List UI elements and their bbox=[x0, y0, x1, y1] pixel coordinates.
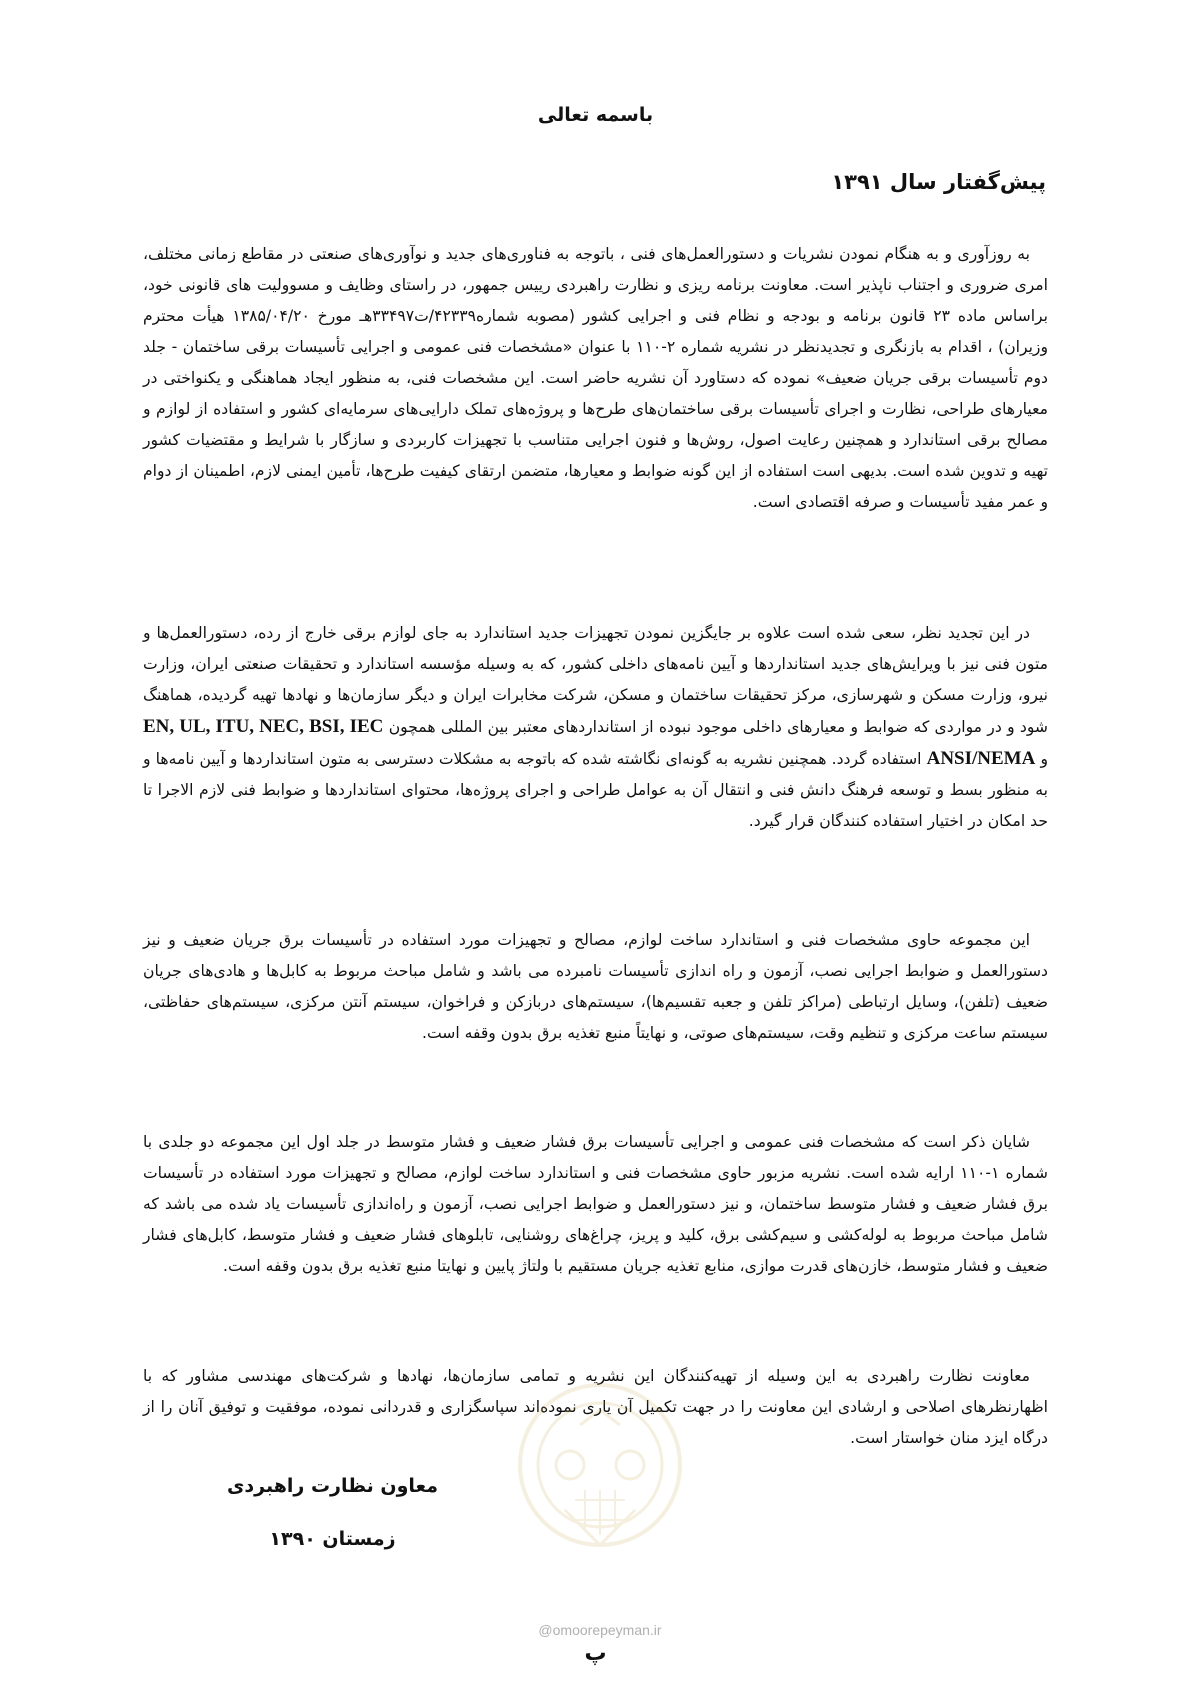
paragraph-text: شایان ذکر است که مشخصات فنی عمومی و اجرایی تأسیسات برق فشار ضعیف و فشار متوسط در جلد اول این مجموعه دو جلدی با شماره ۱-۱۱۰ ارایه شده است. نشریه مزبور حاوی مشخصات فنی و استاندارد ساخت لوازم، مصالح و تجهیزات مورد استفاده در تأسیسات برق فشار ضعیف و فشار متوسط ساختمان، و نیز دستورالعمل و ضوابط اجرایی نصب، آزمون و راه‌اندازی تأسیسات یاد شده می باشد که شامل مباحث مربوط به لوله‌کشی و سیم‌کشی برق، کلید و پریز، چراغ‌های روشنایی، تابلوهای فشار ضعیف و فشار متوسط، کابل‌های فشار ضعیف و فشار متوسط، خازن‌های قدرت موازی، منابع تغذیه جریان مستقیم با ولتاژ پایین و نهایتا منبع تغذیه برق بدون وقفه است. bbox=[143, 1133, 1048, 1275]
basmala-heading: باسمه تعالی bbox=[537, 104, 654, 126]
paragraph-contents bbox=[143, 925, 1048, 1049]
preface-title: پیش‌گفتار سال ۱۳۹۱ bbox=[831, 170, 1046, 194]
paragraph-text-part: استفاده گردد. همچنین نشریه به گونه‌ای نگاشته شده که باتوجه به مشکلات دسترسی به متون استانداردها و آیین نامه‌ها و به منظور بسط و توسعه فرهنگ دانش فنی و انتقال آن به عوامل طراحی و اجرای پروژه‌ها، محتوای استانداردها و ضوابط فنی لازم الاجرا تا حد امکان در اختیار استفاده کنندگان قرار گیرد. bbox=[143, 750, 1048, 830]
paragraph-volume-one bbox=[143, 1127, 1048, 1282]
signature-role: معاون نظارت راهبردی bbox=[226, 1475, 439, 1497]
conjunction: و bbox=[1040, 750, 1048, 768]
standard-ansi-nema: ANSI/NEMA bbox=[926, 748, 1036, 769]
paragraph-text bbox=[143, 618, 1048, 837]
signature-date: زمستان ۱۳۹۰ bbox=[269, 1528, 396, 1550]
page-number: پ bbox=[584, 1641, 607, 1666]
standards-list: EN, UL, ITU, NEC, BSI, IEC bbox=[143, 716, 384, 737]
paragraph-text: این مجموعه حاوی مشخصات فنی و استاندارد ساخت لوازم، مصالح و تجهیزات مورد استفاده در تأسیسات برق جریان ضعیف و نیز دستورالعمل و ضوابط اجرایی نصب، آزمون و راه اندازی تأسیسات نامبرده می باشد و شامل مباحث مربوط به کابل‌ها و هادی‌های جریان ضعیف (تلفن)، وسایل ارتباطی (مراکز تلفن و جعبه تقسیم‌ها)، سیستم‌های دربازکن و فراخوان، سیستم آنتن مرکزی، سیستم‌های حفاظتی، سیستم ساعت مرکزی و تنظیم وقت، سیستم‌های صوتی، و نهایتاً منبع تغذیه برق بدون وقفه است. bbox=[143, 931, 1048, 1042]
paragraph-revision-intro bbox=[143, 239, 1048, 518]
paragraph-text: به روزآوری و به هنگام نمودن نشریات و دستورالعمل‌های فنی ، باتوجه به فناوری‌های جدید و نوآوری‌های صنعتی در مقاطع زمانی مختلف، امری ضروری و اجتناب ناپذیر است. معاونت برنامه ریزی و نظارت راهبردی رییس جمهور، در راستای وظایف و مسوولیت های قانونی خود، براساس ماده ۲۳ قانون برنامه و بودجه و نظام فنی و اجرایی کشور (مصوبه شماره۴۲۳۳۹/ت۳۳۴۹۷هـ مورخ ۱۳۸۵/۰۴/۲۰ هیأت محترم وزیران) ، اقدام به بازنگری و تجدیدنظر در نشریه شماره ۲-۱۱۰ با عنوان «مشخصات فنی عمومی و اجرایی تأسیسات برقی ساختمان - جلد دوم تأسیسات برقی جریان ضعیف» نموده که دستاورد آن نشریه حاضر است. این مشخصات فنی، به منظور ایجاد هماهنگی و یکنواختی در معیارهای طراحی، نظارت و اجرای تأسیسات برقی ساختمان‌های طرح‌ها و پروژه‌های تملک دارایی‌های سرمایه‌ای کشور و استفاده از لوازم و مصالح برقی استاندارد و همچنین رعایت اصول، روش‌ها و فنون اجرایی متناسب با تجهیزات کاربردی و سازگار با شرایط و مقتضیات کشور تهیه و تدوین شده است. بدیهی است استفاده از این گونه ضوابط و معیارها، متضمن ارتقای کیفیت طرح‌ها، تأمین ایمنی لازم، اطمینان از دوام و عمر مفید تأسیسات و صرفه اقتصادی است. bbox=[143, 245, 1048, 511]
watermark-url: @omoorepeyman.ir bbox=[538, 1622, 662, 1638]
watermark-logo bbox=[505, 1370, 695, 1590]
paragraph-text: معاونت نظارت راهبردی به این وسیله از تهیه‌کنندگان این نشریه و تمامی سازمان‌ها، نهادها و شرکت‌های مهندسی مشاور که با اظهارنظرهای اصلاحی و ارشادی این معاونت را در جهت تکمیل آن یاری نموده‌اند سپاسگزاری و قدردانی نموده، موفقیت و توفیق آنان را از درگاه ایزد منان خواستار است. bbox=[143, 1367, 1048, 1447]
paragraph-text-part: در این تجدید نظر، سعی شده است علاوه بر جایگزین نمودن تجهیزات جدید استاندارد به جای لوازم برقی خارج از رده، دستورالعمل‌ها و متون فنی نیز با ویرایش‌های جدید استانداردها و آیین نامه‌های داخلی کشور، که به وسیله مؤسسه استاندارد و تحقیقات صنعتی ایران، وزارت نیرو، وزارت مسکن و شهرسازی، مرکز تحقیقات ساختمان و مسکن، شرکت مخابرات ایران و دیگر سازمان‌ها و نهادها تهیه گردیده، هماهنگ شود و در مواردی که ضوابط و معیارهای داخلی موجود نبوده از استانداردهای معتبر بین المللی همچون bbox=[143, 624, 1048, 736]
paragraph-standards bbox=[143, 618, 1048, 837]
